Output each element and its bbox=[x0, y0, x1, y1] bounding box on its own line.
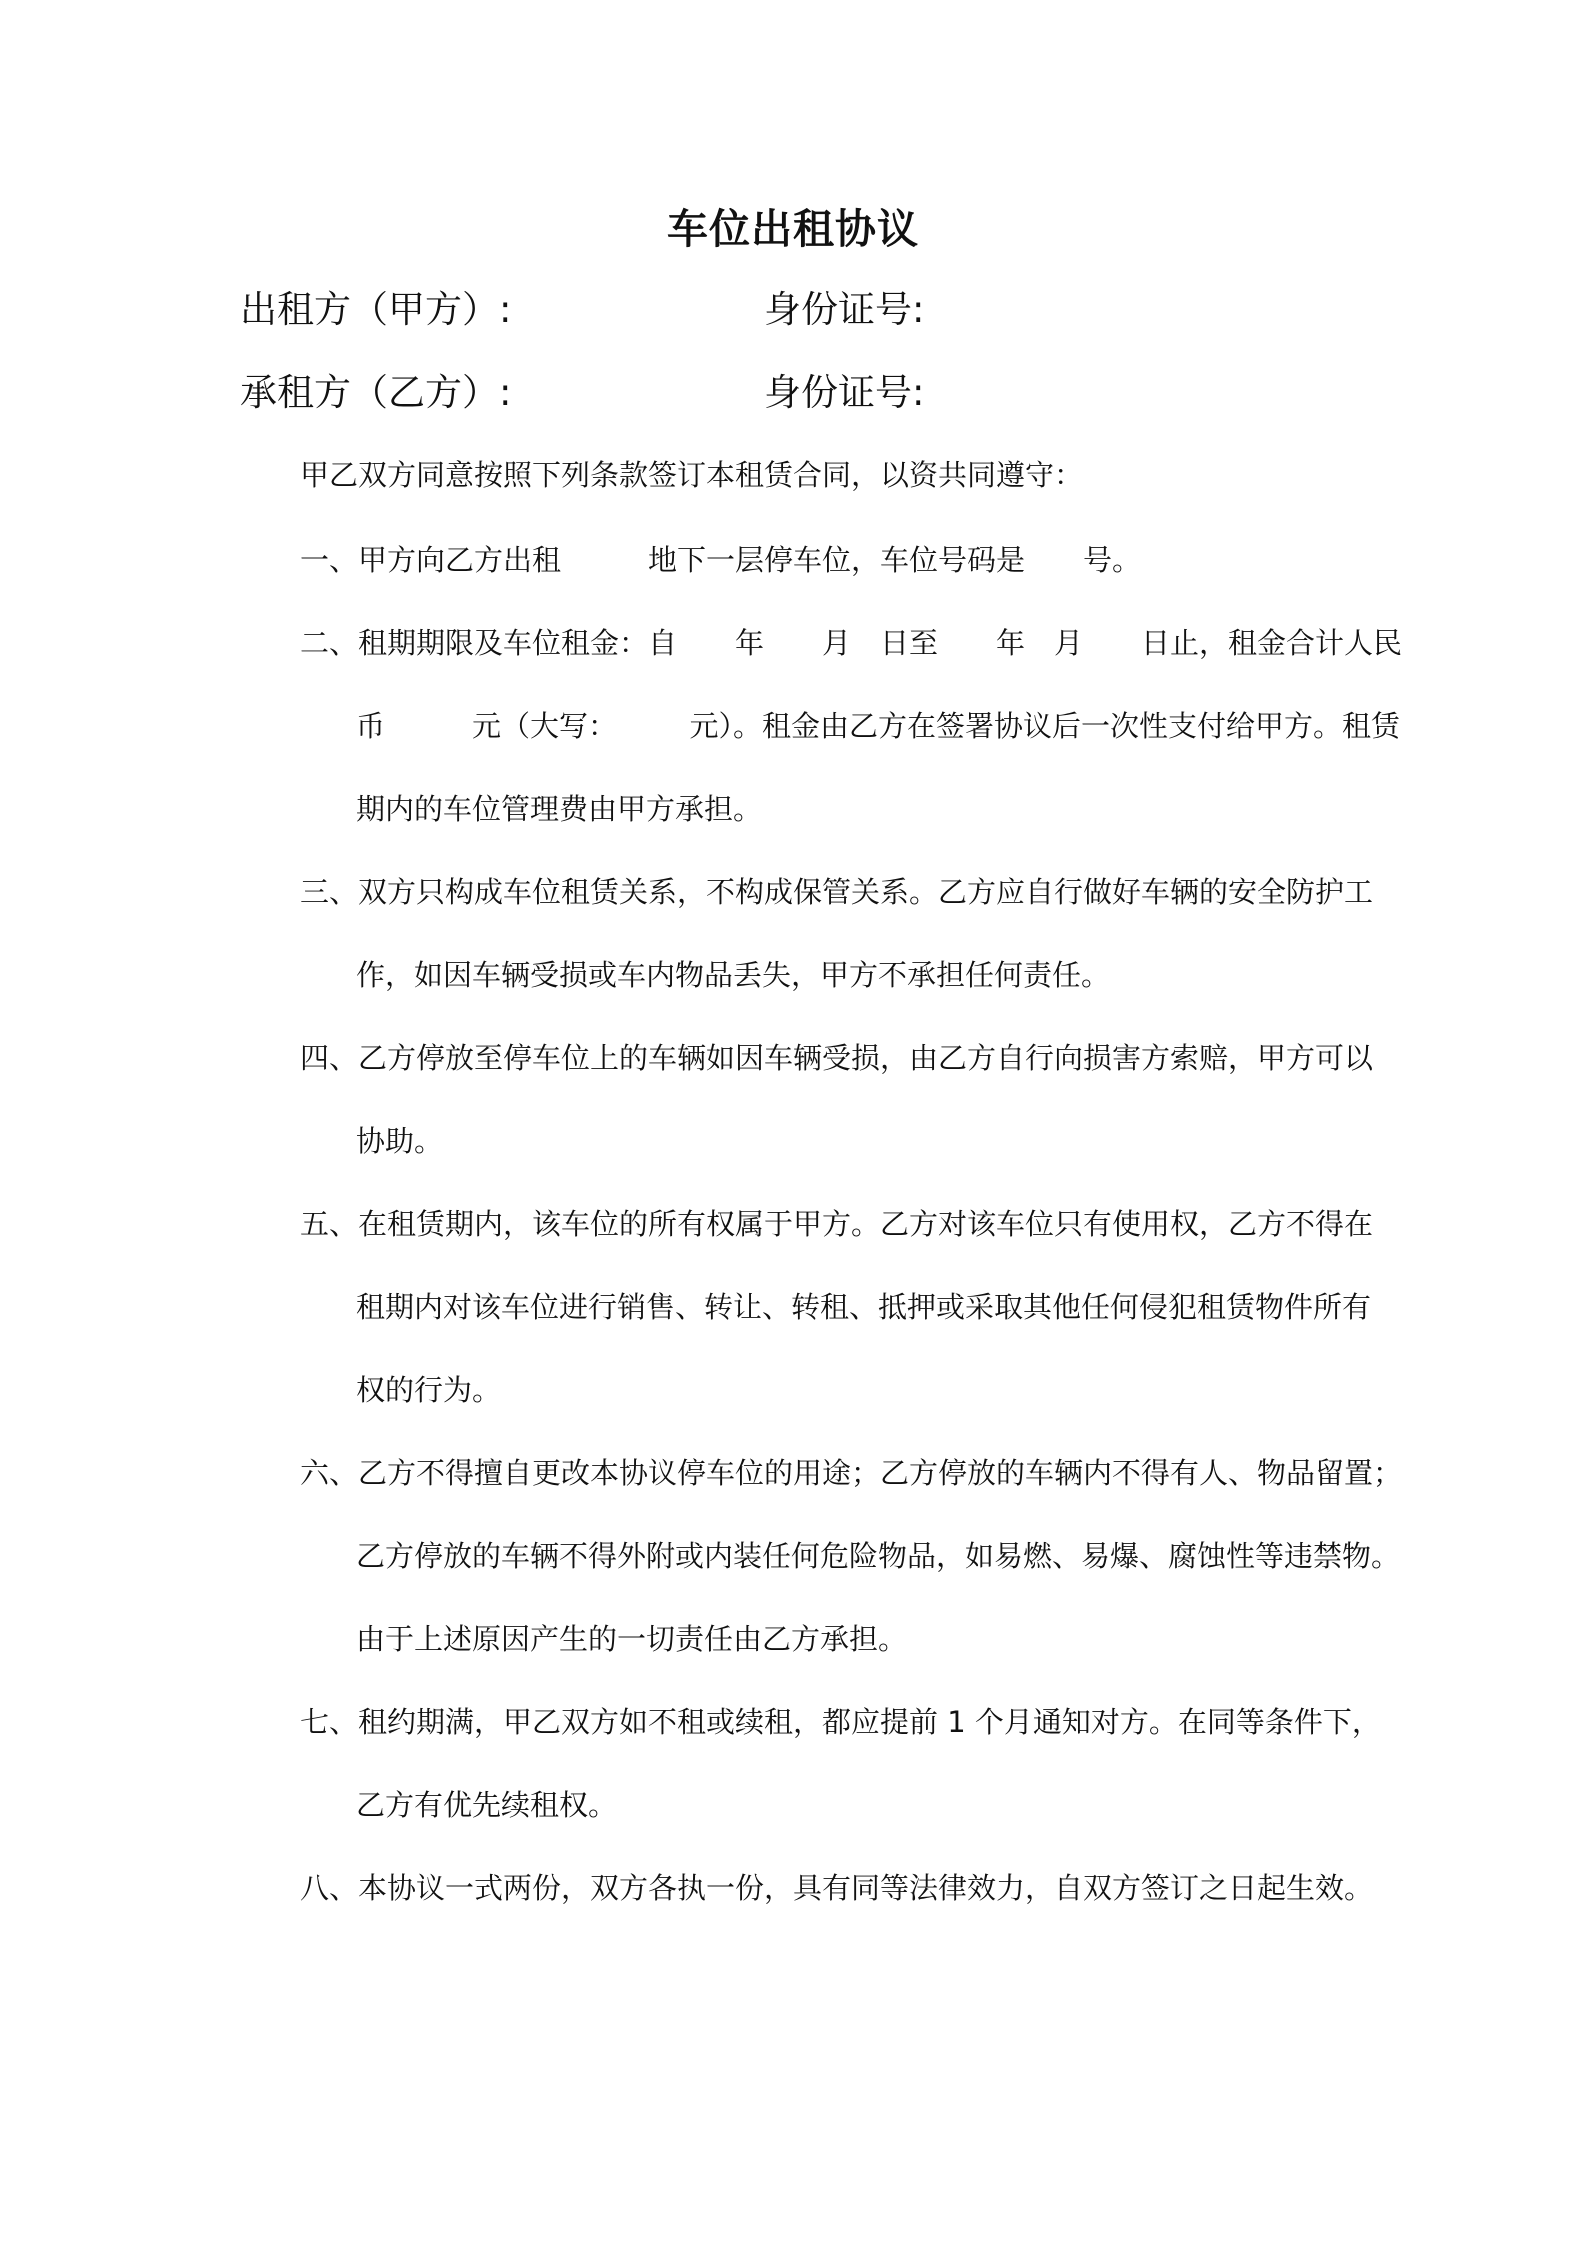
intro-paragraph: 甲乙双方同意按照下列条款签订本租赁合同，以资共同遵守： bbox=[300, 458, 1084, 492]
clause-4-line-2: 协助。 bbox=[356, 1124, 444, 1158]
clause-5-line-1: 五、在租赁期内，该车位的所有权属于甲方。乙方对该车位只有使用权，乙方不得在 bbox=[300, 1207, 1374, 1241]
clause-6-line-3: 由于上述原因产生的一切责任由乙方承担。 bbox=[356, 1622, 908, 1656]
clause-5-line-2: 租期内对该车位进行销售、转让、转租、抵押或采取其他任何侵犯租赁物件所有 bbox=[356, 1290, 1372, 1324]
clause-4-line-1: 四、乙方停放至停车位上的车辆如因车辆受损，由乙方自行向损害方索赔，甲方可以 bbox=[300, 1041, 1374, 1075]
clause-8-line-1: 八、本协议一式两份，双方各执一份，具有同等法律效力，自双方签订之日起生效。 bbox=[300, 1871, 1374, 1905]
clause-5-line-3: 权的行为。 bbox=[356, 1373, 502, 1407]
lessee-id-label: 身份证号: bbox=[764, 371, 925, 414]
clause-7-line-2: 乙方有优先续租权。 bbox=[356, 1788, 618, 1822]
lessor-label: 出租方（甲方）: bbox=[240, 288, 512, 331]
document-title: 车位出租协议 bbox=[667, 205, 919, 253]
lessee-label: 承租方（乙方）: bbox=[240, 371, 512, 414]
clause-3-line-2: 作，如因车辆受损或车内物品丢失，甲方不承担任何责任。 bbox=[356, 958, 1111, 992]
clause-1-line-1: 一、甲方向乙方出租 地下一层停车位，车位号码是 号。 bbox=[300, 543, 1142, 577]
clause-2-line-3: 期内的车位管理费由甲方承担。 bbox=[356, 792, 763, 826]
clause-3-line-1: 三、双方只构成车位租赁关系，不构成保管关系。乙方应自行做好车辆的安全防护工 bbox=[300, 875, 1374, 909]
clause-2-line-2: 币 元（大写： 元）。租金由乙方在签署协议后一次性支付给甲方。租赁 bbox=[356, 709, 1401, 743]
clause-2-line-1: 二、租期期限及车位租金：自 年 月 日至 年 月 日止，租金合计人民 bbox=[300, 626, 1403, 660]
clause-6-line-2: 乙方停放的车辆不得外附或内装任何危险物品，如易燃、易爆、腐蚀性等违禁物。 bbox=[356, 1539, 1401, 1573]
lessor-id-label: 身份证号: bbox=[764, 288, 925, 331]
clause-6-line-1: 六、乙方不得擅自更改本协议停车位的用途；乙方停放的车辆内不得有人、物品留置； bbox=[300, 1456, 1403, 1490]
clause-7-line-1: 七、租约期满，甲乙双方如不租或续租，都应提前 1 个月通知对方。在同等条件下， bbox=[300, 1705, 1381, 1739]
